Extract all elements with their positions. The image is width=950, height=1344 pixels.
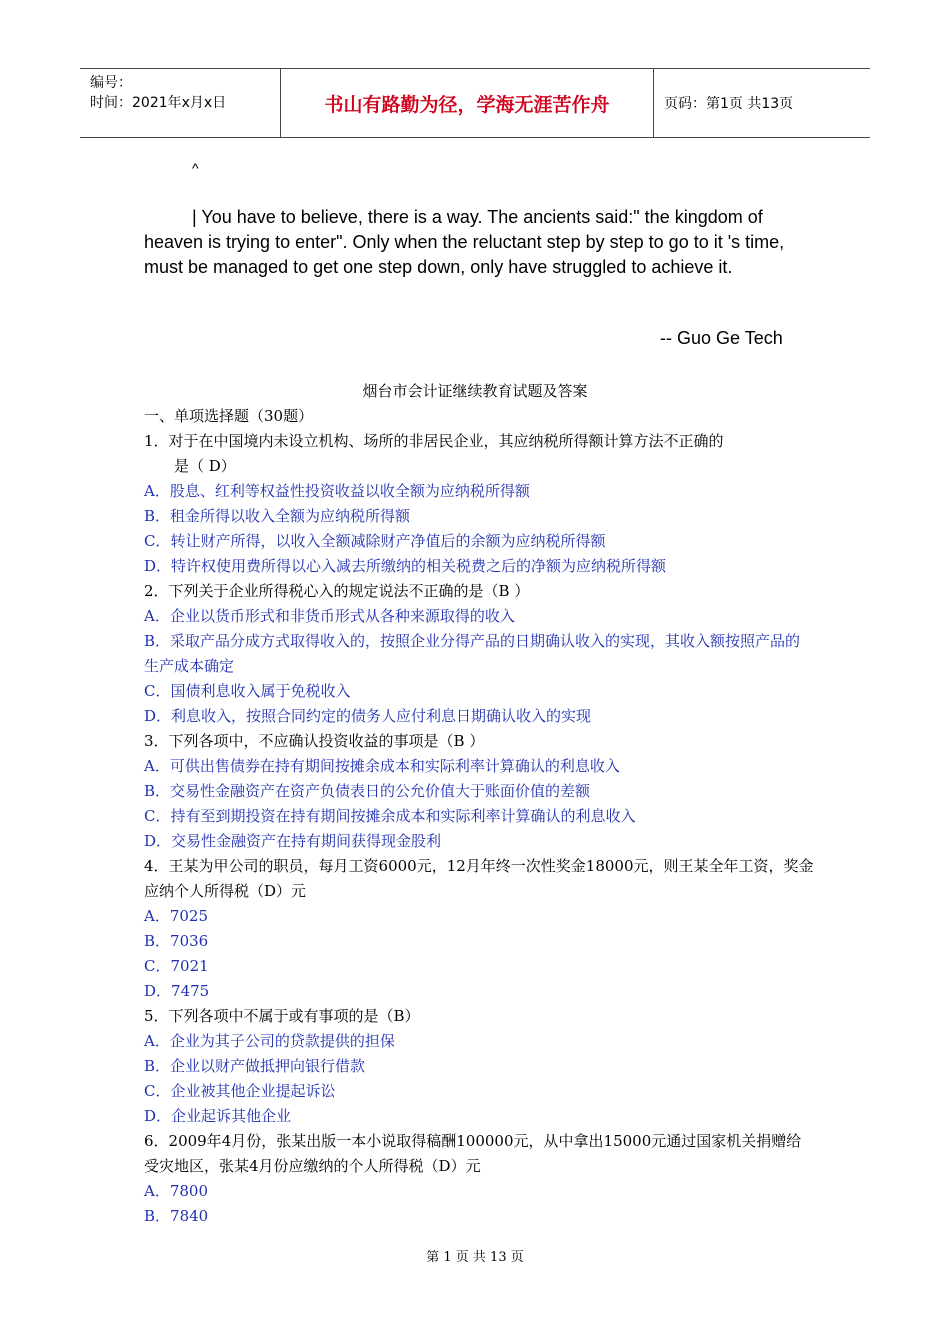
number-label: 编号： — [90, 75, 132, 91]
option-c: C．转让财产所得，以收入全额减除财产净值后的余额为应纳税所得额 — [144, 532, 606, 550]
option-c: C．企业被其他企业提起诉讼 — [144, 1082, 336, 1100]
option-a: A．企业为其子公司的贷款提供的担保 — [144, 1032, 395, 1050]
question-stem-cont: 是（ D） — [174, 457, 236, 475]
option-b: B．7840 — [144, 1207, 209, 1225]
option-d: D．特许权使用费所得以心入减去所缴纳的相关税费之后的净额为应纳税所得额 — [144, 557, 667, 575]
option-a: A．7800 — [144, 1182, 209, 1200]
time-label: 时间：2021年x月x日 — [90, 95, 227, 111]
question-stem: 3．下列各项中，不应确认投资收益的事项是（B ） — [144, 732, 485, 750]
question-stem: 2．下列关于企业所得税心入的规定说法不正确的是（B ） — [144, 582, 530, 600]
header-meta — [80, 69, 281, 137]
question-stem: 6．2009年4月份，张某出版一本小说取得稿酬100000元，从中拿出15000元通过国家机关捐赠给受灾地区，张某4月份应缴纳的个人所得税（D）元 — [144, 1132, 802, 1175]
option-d: D．交易性金融资产在持有期间获得现金股利 — [144, 832, 442, 850]
page-header — [80, 68, 870, 138]
page-footer: 第 1 页 共 13 页 — [426, 1250, 524, 1265]
option-c: C．7021 — [144, 957, 209, 975]
option-b: B．采取产品分成方式取得收入的，按照企业分得产品的日期确认收入的实现，其收入额按照产品的生产成本确定 — [144, 632, 801, 675]
option-c: C．国债利息收入属于免税收入 — [144, 682, 351, 700]
option-a: A．股息、红利等权益性投资收益以收全额为应纳税所得额 — [144, 482, 530, 500]
caret-mark: ^ — [192, 160, 199, 176]
section-heading: 一、单项选择题（30题） — [144, 407, 314, 425]
question-list — [144, 404, 814, 1229]
header-motto: 书山有路勤为径，学海无涯苦作舟 — [281, 69, 654, 137]
question-3 — [144, 729, 814, 854]
option-d: D．7475 — [144, 982, 210, 1000]
question-stem: 1．对于在中国境内未设立机构、场所的非居民企业，其应纳税所得额计算方法不正确的 — [144, 432, 724, 450]
question-stem: 5．下列各项中不属于或有事项的是（B） — [144, 1007, 420, 1025]
quote-text: | You have to believe, there is a way. The ancients said:" the kingdom of heaven is trying to enter". Only when the reluctant step by step to go to it 's time, must be managed to get one step down, only have struggled to achieve it. — [144, 207, 785, 277]
header-page-info: 页码：第1页 共13页 — [664, 96, 794, 112]
option-b: B．企业以财产做抵押向银行借款 — [144, 1057, 366, 1075]
option-a: A．7025 — [144, 907, 209, 925]
option-d: D．利息收入，按照合同约定的债务人应付利息日期确认收入的实现 — [144, 707, 592, 725]
option-a: A．企业以货币形式和非货币形式从各种来源取得的收入 — [144, 607, 515, 625]
option-c: C．持有至到期投资在持有期间按摊余成本和实际利率计算确认的利息收入 — [144, 807, 636, 825]
option-a: A．可供出售债券在持有期间按摊余成本和实际利率计算确认的利息收入 — [144, 757, 620, 775]
question-2 — [144, 579, 814, 729]
quote-author: -- Guo Ge Tech — [660, 328, 783, 348]
question-stem: 4．王某为甲公司的职员，每月工资6000元，12月年终一次性奖金18000元，则王某全年工资，奖金应纳个人所得税（D）元 — [144, 857, 814, 900]
quote-block — [144, 205, 814, 280]
option-b: B．租金所得以收入全额为应纳税所得额 — [144, 507, 411, 525]
option-b: B．交易性金融资产在资产负债表日的公允价值大于账面价值的差额 — [144, 782, 591, 800]
question-4 — [144, 854, 814, 1004]
question-1 — [144, 429, 814, 579]
document-title: 烟台市会计证继续教育试题及答案 — [362, 382, 588, 400]
question-6 — [144, 1129, 814, 1229]
option-b: B．7036 — [144, 932, 209, 950]
option-d: D．企业起诉其他企业 — [144, 1107, 292, 1125]
question-5 — [144, 1004, 814, 1129]
